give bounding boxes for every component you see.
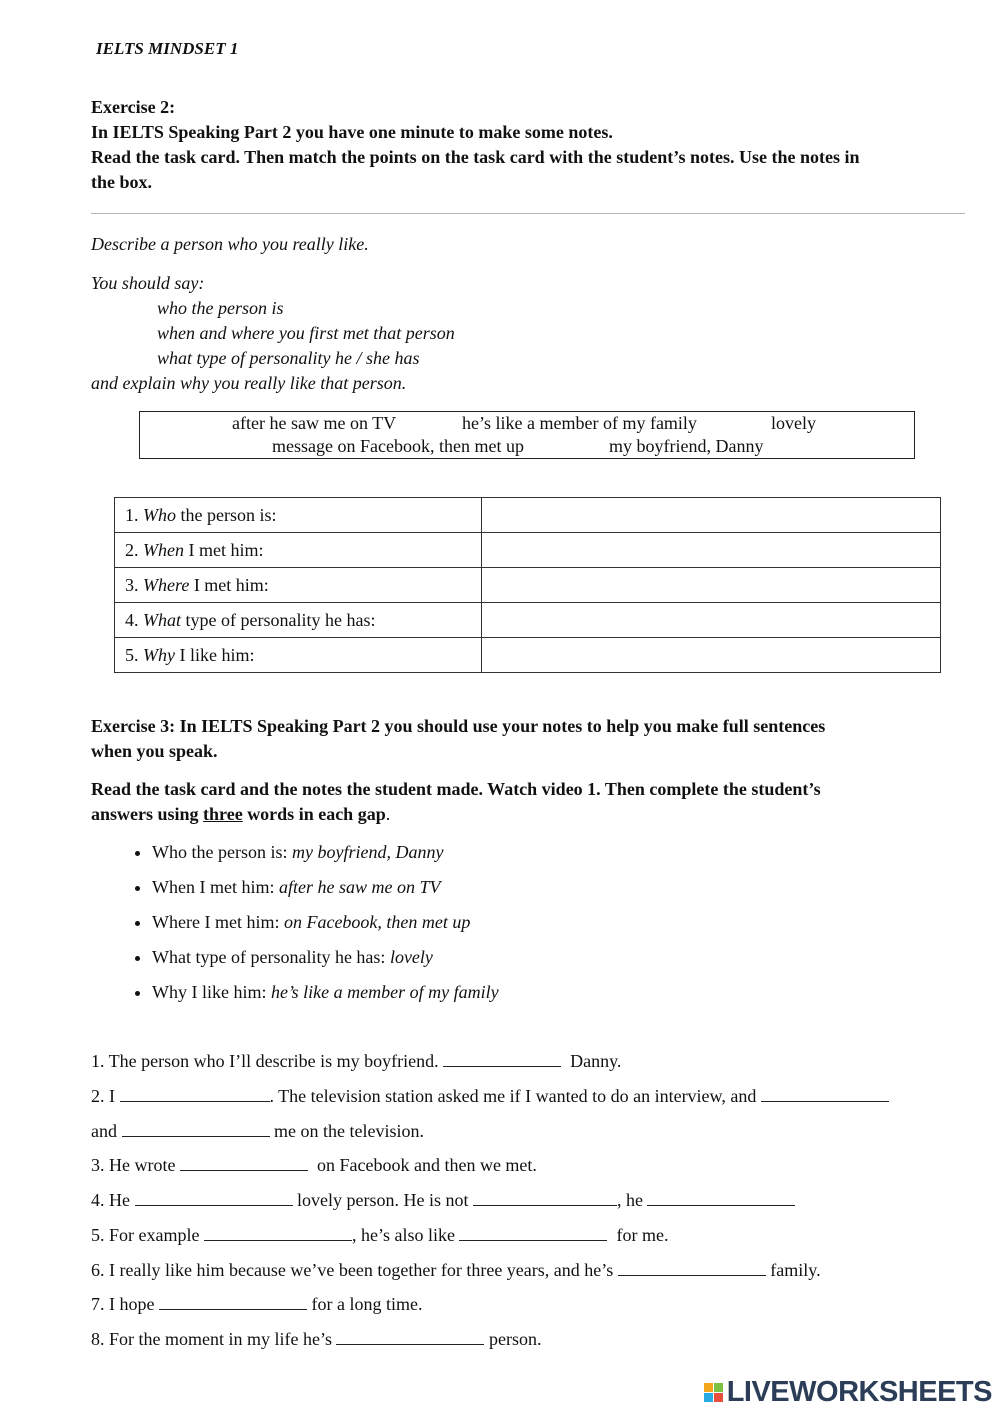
answer-gap[interactable]: [122, 1120, 270, 1137]
note-item[interactable]: my boyfriend, Danny: [609, 436, 764, 456]
row-label: 3. Where I met him:: [115, 568, 482, 603]
liveworksheets-logo[interactable]: [704, 1376, 992, 1408]
row-label: 4. What type of personality he has:: [115, 603, 482, 638]
task-card-describe: Describe a person who you really like.: [91, 234, 369, 254]
answer-drop-cell[interactable]: [482, 533, 941, 568]
row-label: 2. When I met him:: [115, 533, 482, 568]
note-item[interactable]: after he saw me on TV: [232, 413, 397, 433]
answer-gap[interactable]: [204, 1224, 352, 1241]
answer-drop-cell[interactable]: [482, 638, 941, 673]
exercise-2-line-3: the box.: [91, 172, 153, 192]
document-header: IELTS MINDSET 1: [96, 39, 239, 58]
question-7: 7. I hope for a long time.: [91, 1294, 423, 1314]
notes-bullet-list: [110, 840, 852, 1015]
exercise-3-instructions: [91, 714, 971, 827]
question-5: 5. For example , he’s also like for me.: [91, 1225, 669, 1245]
liveworksheets-mark-icon: [704, 1383, 723, 1402]
answer-gap[interactable]: [473, 1189, 617, 1206]
question-4: 4. He lovely person. He is not , he: [91, 1188, 795, 1213]
row-label: 5. Why I like him:: [115, 638, 482, 673]
answer-gap[interactable]: [618, 1259, 766, 1276]
question-3: 3. He wrote on Facebook and then we met.: [91, 1155, 537, 1175]
exercise-2-instructions: [91, 95, 971, 195]
exercise-2-line-2: Read the task card. Then match the points on the task card with the student’s notes. Use the notes in: [91, 147, 860, 167]
row-label: 1. Who the person is:: [115, 498, 482, 533]
answer-gap[interactable]: [180, 1154, 308, 1171]
answer-gap[interactable]: [443, 1050, 561, 1067]
task-card-explain: and explain why you really like that person.: [91, 373, 407, 393]
task-card-point: who the person is: [157, 298, 284, 318]
note-item[interactable]: message on Facebook, then met up: [272, 436, 524, 456]
exercise-2-line-1: In IELTS Speaking Part 2 you have one minute to make some notes.: [91, 122, 613, 142]
table-row: [115, 638, 941, 673]
divider: [91, 213, 965, 214]
exercise-3-line-2: when you speak.: [91, 741, 218, 761]
question-6: 6. I really like him because we’ve been together for three years, and he’s family.: [91, 1260, 821, 1280]
exercise-2-heading: Exercise 2:: [91, 97, 176, 117]
note-item[interactable]: he’s like a member of my family: [462, 413, 697, 433]
question-8: 8. For the moment in my life he’s person.: [91, 1329, 542, 1349]
answer-gap[interactable]: [159, 1293, 307, 1310]
list-item: • Why I like him: he’s like a member of my family: [152, 980, 852, 1015]
exercise-3-line-4: answers using three words in each gap.: [91, 804, 391, 824]
task-card-should-say: You should say:: [91, 273, 205, 293]
table-row: [115, 568, 941, 603]
notes-box: [139, 411, 915, 459]
table-row: [115, 498, 941, 533]
table-row: [115, 533, 941, 568]
answer-drop-cell[interactable]: [482, 498, 941, 533]
note-item[interactable]: lovely: [771, 413, 816, 433]
table-row: [115, 603, 941, 638]
list-item: • Where I met him: on Facebook, then met up: [152, 910, 852, 945]
exercise-3-line-1: Exercise 3: In IELTS Speaking Part 2 you should use your notes to help you make full sentences: [91, 716, 826, 736]
answer-gap[interactable]: [459, 1224, 607, 1241]
question-2-continued: and me on the television.: [91, 1121, 424, 1141]
list-item: • When I met him: after he saw me on TV: [152, 875, 852, 910]
task-card-point: when and where you first met that person: [157, 323, 455, 343]
question-1: 1. The person who I’ll describe is my boyfriend. Danny.: [91, 1051, 622, 1071]
task-card-point: what type of personality he / she has: [157, 348, 420, 368]
question-2: 2. I . The television station asked me if I wanted to do an interview, and: [91, 1084, 889, 1109]
answer-gap[interactable]: [135, 1189, 293, 1206]
list-item: • What type of personality he has: lovely: [152, 945, 852, 980]
brand-name: LIVEWORKSHEETS: [726, 1376, 992, 1408]
answer-gap[interactable]: [761, 1085, 889, 1102]
answer-gap[interactable]: [120, 1085, 270, 1102]
answer-gap[interactable]: [647, 1189, 795, 1206]
answer-drop-cell[interactable]: [482, 603, 941, 638]
exercise-3-line-3: Read the task card and the notes the student made. Watch video 1. Then complete the student’s: [91, 779, 821, 799]
answer-gap[interactable]: [336, 1328, 484, 1345]
answer-drop-cell[interactable]: [482, 568, 941, 603]
match-table: [114, 497, 941, 673]
list-item: • Who the person is: my boyfriend, Danny: [152, 840, 852, 875]
